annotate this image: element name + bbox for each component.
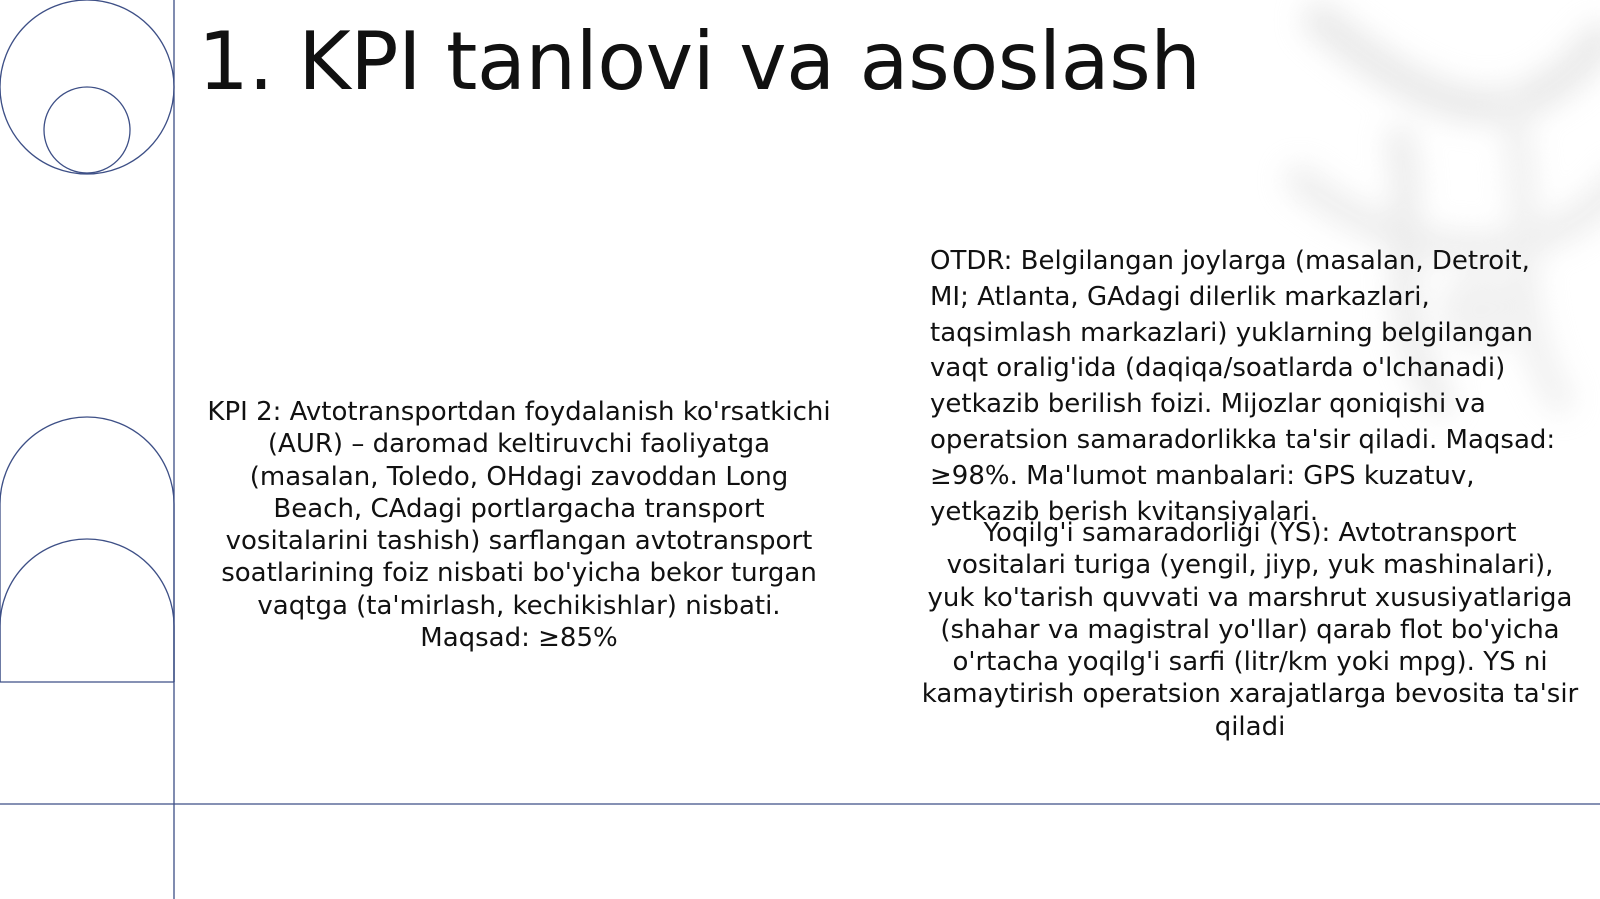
upper-arch-icon <box>0 417 174 682</box>
small-circle-icon <box>44 87 130 173</box>
fuel-efficiency-description: Yoqilg'i samaradorligi (YS): Avtotransport vositalari turiga (yengil, jiyp, yuk mashinalari), yuk ko'tarish quvvati va marshrut xususiyatlariga (shahar va magistral yo'llar) qarab flot bo'yicha o'rtacha yoqilg'i sarfi (litr/km yoki mpg). YS ni kamaytirish operatsion xarajatlarga bevosita ta'sir qiladi <box>921 518 1579 742</box>
slide-title: 1. KPI tanlovi va asoslash <box>198 15 1201 108</box>
lower-arch-icon <box>0 539 174 682</box>
otdr-description: OTDR: Belgilangan joylarga (masalan, Detroit, MI; Atlanta, GAdagi dilerlik markazlari, taqsimlash markazlari) yuklarning belgilangan vaqt oralig'ida (daqiqa/soatlarda o'lchanadi) yetkazib berilish foizi. Mijozlar qoniqishi va operatsion samaradorlikka ta'sir qiladi. Maqsad: ≥98%. Ma'lumot manbalari: GPS kuzatuv, yetkazib berish kvitansiyalari. <box>930 246 1556 527</box>
kpi2-description: KPI 2: Avtotransportdan foydalanish ko'rsatkichi (AUR) – daromad keltiruvchi faoliyatga (masalan, Toledo, OHdagi zavoddan Long Beach, CAdagi portlargacha transport vositalarini tashish) sarflangan avtotransport soatlarining foiz nisbati bo'yicha bekor turgan vaqtga (ta'mirlash, kechikishlar) nisbati. Maqsad: ≥85% <box>207 397 831 654</box>
